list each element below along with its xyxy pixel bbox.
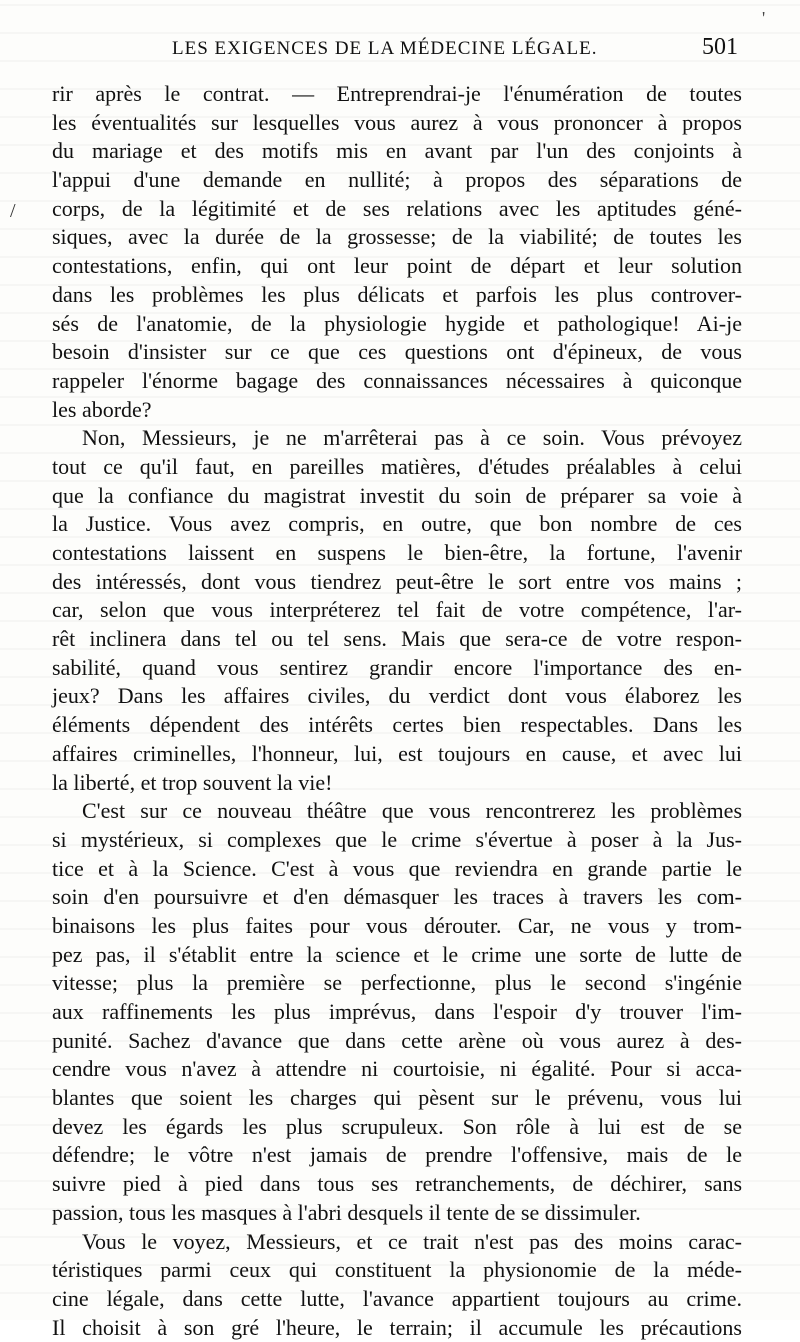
text-line: rêt inclinera dans tel ou tel sens. Mais que sera-ce de votre respon- [52, 626, 742, 652]
text-line: dans les problèmes les plus délicats et parfois les plus controver- [52, 281, 742, 307]
text-line: car, selon que vous interpréterez tel fait de votre compétence, l'ar- [52, 597, 742, 623]
text-line: contestations laissent en suspens le bien-être, la fortune, l'avenir [52, 540, 742, 565]
text-line: défendre; le vôtre n'est jamais de prendre l'offensive, mais de le [52, 1142, 742, 1168]
text-line: sabilité, quand vous sentirez grandir encore l'importance des en- [52, 654, 742, 680]
text-line: pez pas, il s'établit entre la science et le crime une sorte de lutte de [52, 941, 742, 967]
text-line: aux raffinements les plus imprévus, dans l'espoir d'y trouver l'im- [52, 999, 742, 1024]
body-text [52, 80, 742, 1342]
text-line: que la confiance du magistrat investit du soin de préparer sa voie à [52, 482, 742, 508]
text-line: tout ce qu'il faut, en pareilles matières, d'études préalables à celui [52, 453, 742, 479]
text-line: l'appui d'une demande en nullité; à propos des séparations de [52, 167, 742, 193]
text-line: Il choisit à son gré l'heure, le terrain; il accumule les précautions [52, 1314, 742, 1340]
text-line: punité. Sachez d'avance que dans cette arène où vous aurez à des- [52, 1027, 742, 1053]
text-line: corps, de la légitimité et de ses relations avec les aptitudes géné- [52, 195, 742, 221]
text-line: jeux? Dans les affaires civiles, du verdict dont vous élaborez les [52, 683, 742, 709]
text-line: C'est sur ce nouveau théâtre que vous rencontrerez les problèmes [82, 798, 742, 824]
text-line: siques, avec la durée de la grossesse; de la viabilité; de toutes les [52, 224, 742, 250]
text-line: binaisons les plus faites pour vous dérouter. Car, ne vous y trom- [52, 912, 742, 938]
text-line: Non, Messieurs, je ne m'arrêterai pas à ce soin. Vous prévoyez [82, 425, 742, 451]
text-line: rir après le contrat. — Entreprendrai-je l'énumération de toutes [52, 81, 742, 106]
text-line: la Justice. Vous avez compris, en outre, que bon nombre de ces [52, 511, 742, 537]
text-line: des intéressés, dont vous tiendrez peut-être le sort entre vos mains ; [52, 568, 742, 594]
text-line: Vous le voyez, Messieurs, et ce trait n'est pas des moins carac- [82, 1228, 742, 1254]
text-line: les éventualités sur lesquelles vous aurez à vous prononcer à propos [52, 109, 742, 135]
running-title: LES EXIGENCES DE LA MÉDECINE LÉGALE. [172, 38, 598, 59]
margin-mark: / [10, 200, 16, 222]
text-line: téristiques parmi ceux qui constituent la physionomie de la méde- [52, 1257, 742, 1283]
text-line: passion, tous les masques à l'abri desquels il tente de se dissimuler. [52, 1199, 641, 1225]
text-line: blantes que soient les charges qui pèsent sur le prévenu, vous lui [52, 1085, 742, 1111]
text-line: tice et à la Science. C'est à vous que reviendra en grande partie le [52, 855, 742, 881]
text-line: affaires criminelles, l'honneur, lui, est toujours en cause, et avec lui [52, 740, 742, 766]
page-header [52, 34, 742, 70]
corner-mark: ' [762, 8, 766, 28]
text-line: les aborde? [52, 396, 152, 422]
text-line: du mariage et des motifs mis en avant par l'un des conjoints à [52, 138, 742, 164]
text-line: si mystérieux, si complexes que le crime s'évertue à poser à la Jus- [52, 826, 742, 852]
text-line: cendre vous n'avez à attendre ni courtoisie, ni égalité. Pour si acca- [52, 1056, 742, 1082]
text-line: sés de l'anatomie, de la physiologie hygide et pathologique! Ai-je [52, 310, 742, 336]
text-line: suivre pied à pied dans tous ses retranchements, de déchirer, sans [52, 1171, 742, 1197]
text-line: contestations, enfin, qui ont leur point de départ et leur solution [52, 253, 742, 279]
text-line: éléments dépendent des intérêts certes bien respectables. Dans les [52, 712, 742, 738]
text-line: rappeler l'énorme bagage des connaissances nécessaires à quiconque [52, 367, 742, 393]
page-number: 501 [702, 34, 738, 60]
text-line: devez les égards les plus scrupuleux. Son rôle à lui est de se [52, 1113, 742, 1139]
text-line: besoin d'insister sur ce que ces questions ont d'épineux, de vous [52, 339, 742, 365]
text-line: soin d'en poursuivre et d'en démasquer les traces à travers les com- [52, 884, 742, 910]
text-line: la liberté, et trop souvent la vie! [52, 769, 333, 795]
text-line: vitesse; plus la première se perfectionne, plus le second s'ingénie [52, 970, 742, 996]
text-line: cine légale, dans cette lutte, l'avance appartient toujours au crime. [52, 1285, 742, 1311]
